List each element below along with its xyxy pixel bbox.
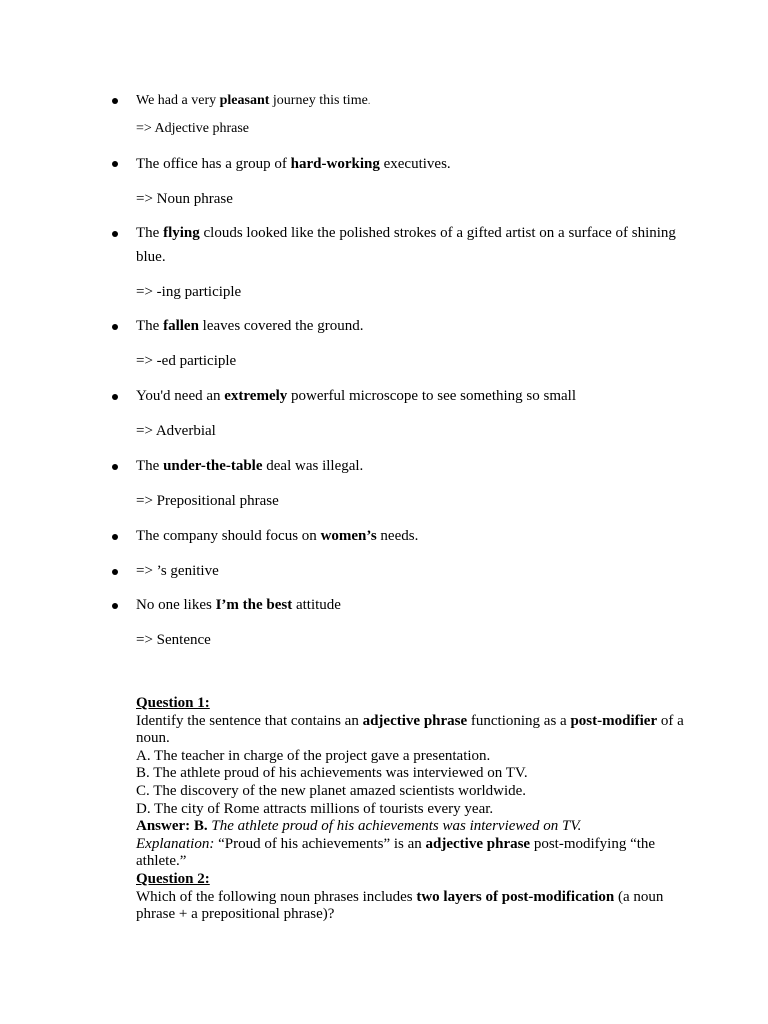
answer-label: => -ing participle <box>136 284 242 300</box>
answer-label: => Noun phrase <box>136 191 233 207</box>
highlighted-word: women’s <box>320 528 377 544</box>
example-sentence: You'd need an extremely powerful microscope to see something so small <box>136 388 576 404</box>
highlighted-word: I’m the best <box>215 597 293 613</box>
question-2-prompt: Which of the following noun phrases includes two layers of post-modification (a noun phrase + a prepositional phrase)? <box>136 888 664 923</box>
answer-label: => ’s genitive <box>136 563 219 579</box>
highlighted-word: under-the-table <box>163 458 263 474</box>
answer-label: => Prepositional phrase <box>136 493 279 509</box>
option-a: A. The teacher in charge of the project gave a presentation. <box>136 747 491 764</box>
option-c: C. The discovery of the new planet amazed scientists worldwide. <box>136 782 527 799</box>
answer-label: => Adverbial <box>136 423 216 439</box>
example-sentence: The company should focus on women’s needs. <box>136 528 419 544</box>
example-sentence: The flying clouds looked like the polished strokes of a gifted artist on a surface of shining blue. <box>136 225 676 265</box>
highlighted-word: pleasant <box>219 93 270 108</box>
question-1-answer: Answer: B. The athlete proud of his achievements was interviewed on TV. <box>136 818 582 835</box>
bullet-icon <box>112 324 118 330</box>
answer-label: => Adjective phrase <box>136 121 249 136</box>
quiz-section <box>136 695 688 924</box>
question-1-explanation: Explanation: “Proud of his achievements” is an adjective phrase post-modifying “the athlete.” <box>136 835 656 870</box>
bullet-icon <box>112 98 118 104</box>
bullet-icon <box>112 464 118 470</box>
option-d: D. The city of Rome attracts millions of tourists every year. <box>136 800 494 817</box>
example-sentence: We had a very pleasant journey this time. <box>136 93 371 108</box>
example-sentence: No one likes I’m the best attitude <box>136 597 341 613</box>
question-1-title: Question 1: <box>136 695 210 711</box>
answer-label: => -ed participle <box>136 353 237 369</box>
example-sentence: The under-the-table deal was illegal. <box>136 458 364 474</box>
highlighted-word: hard-working <box>290 156 380 172</box>
answer-label: => Sentence <box>136 632 211 648</box>
bullet-icon <box>112 603 118 609</box>
highlighted-word: flying <box>163 225 200 241</box>
question-2-title: Question 2: <box>136 870 210 887</box>
example-sentence: The fallen leaves covered the ground. <box>136 318 364 334</box>
example-sentence: The office has a group of hard-working executives. <box>136 156 451 172</box>
bullet-icon <box>112 569 118 575</box>
highlighted-word: extremely <box>224 388 288 404</box>
bullet-icon <box>112 231 118 237</box>
highlighted-word: fallen <box>163 318 199 334</box>
bullet-icon <box>112 534 118 540</box>
bullet-icon <box>112 394 118 400</box>
option-b: B. The athlete proud of his achievements was interviewed on TV. <box>136 765 528 782</box>
question-1-prompt: Identify the sentence that contains an adjective phrase functioning as a post-modifier of a noun. <box>136 712 684 747</box>
bullet-icon <box>112 161 118 167</box>
